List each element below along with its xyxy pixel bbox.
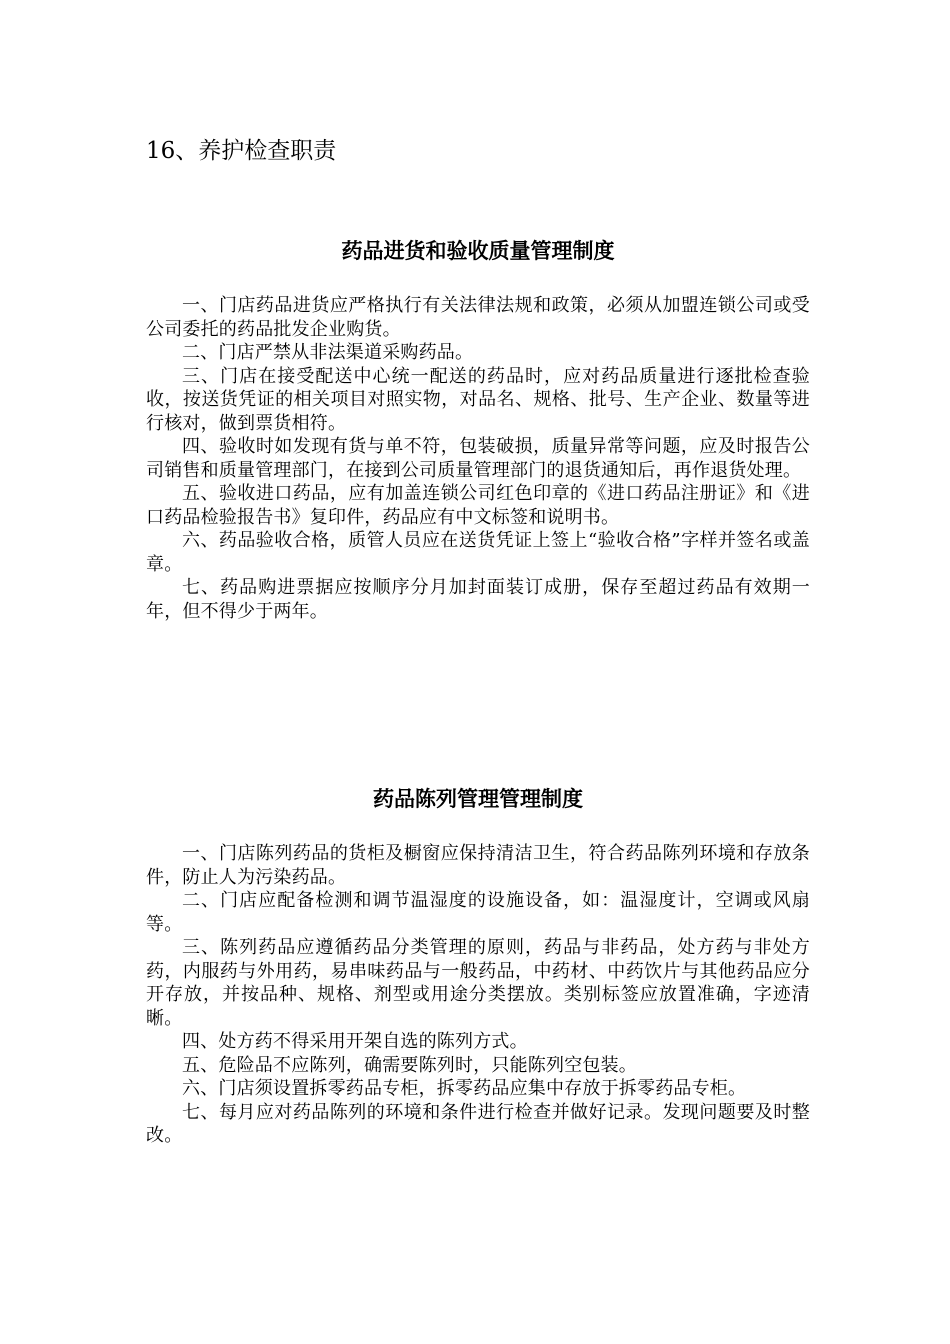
paragraph: 一、门店药品进货应严格执行有关法律法规和政策，必须从加盟连锁公司或受公司委托的药品批发企业购货。 xyxy=(146,295,810,340)
paragraph: 五、危险品不应陈列，确需要陈列时，只能陈列空包装。 xyxy=(182,1054,637,1076)
paragraph: 四、处方药不得采用开架自选的陈列方式。 xyxy=(182,1031,528,1052)
paragraph: 三、陈列药品应遵循药品分类管理的原则，药品与非药品，处方药与非处方药，内服药与外用药，易串味药品与一般药品，中药材、中药饮片与其他药品应分开存放，并按品种、规格、剂型或用途分类摆放。类别标签应放置准确，字迹清晰。 xyxy=(146,937,810,1029)
paragraph: 六、门店须设置拆零药品专柜，拆零药品应集中存放于拆零药品专柜。 xyxy=(182,1078,747,1099)
paragraph: 二、门店严禁从非法渠道采购药品。 xyxy=(182,342,474,363)
paragraph: 六、药品验收合格，质管人员应在送货凭证上签上“验收合格”字样并签名或盖章。 xyxy=(146,530,810,575)
document-heading: 16、养护检查职责 xyxy=(146,138,337,164)
section-title: 药品陈列管理管理制度 xyxy=(373,787,583,811)
paragraph: 三、门店在接受配送中心统一配送的药品时，应对药品质量进行逐批检查验收，按送货凭证的相关项目对照实物，对品名、规格、批号、生产企业、数量等进行核对，做到票货相符。 xyxy=(146,365,810,434)
section-title: 药品进货和验收质量管理制度 xyxy=(341,239,615,263)
section-display-management xyxy=(146,784,810,1148)
paragraph: 七、药品购进票据应按顺序分月加封面装订成册，保存至超过药品有效期一年，但不得少于两年。 xyxy=(146,577,810,622)
paragraph: 二、门店应配备检测和调节温湿度的设施设备，如：温湿度计，空调或风扇等。 xyxy=(146,890,810,935)
section-procurement-acceptance xyxy=(146,236,810,623)
section-body xyxy=(146,842,810,1148)
paragraph: 四、验收时如发现有货与单不符，包装破损，质量异常等问题，应及时报告公司销售和质量管理部门，在接到公司质量管理部门的退货通知后，再作退货处理。 xyxy=(146,436,810,481)
paragraph: 七、每月应对药品陈列的环境和条件进行检查并做好记录。发现问题要及时整改。 xyxy=(146,1101,810,1146)
paragraph: 一、门店陈列药品的货柜及橱窗应保持清洁卫生，符合药品陈列环境和存放条件，防止人为污染药品。 xyxy=(146,843,810,888)
paragraph: 五、验收进口药品，应有加盖连锁公司红色印章的《进口药品注册证》和《进口药品检验报告书》复印件，药品应有中文标签和说明书。 xyxy=(146,483,810,528)
section-body xyxy=(146,294,810,623)
